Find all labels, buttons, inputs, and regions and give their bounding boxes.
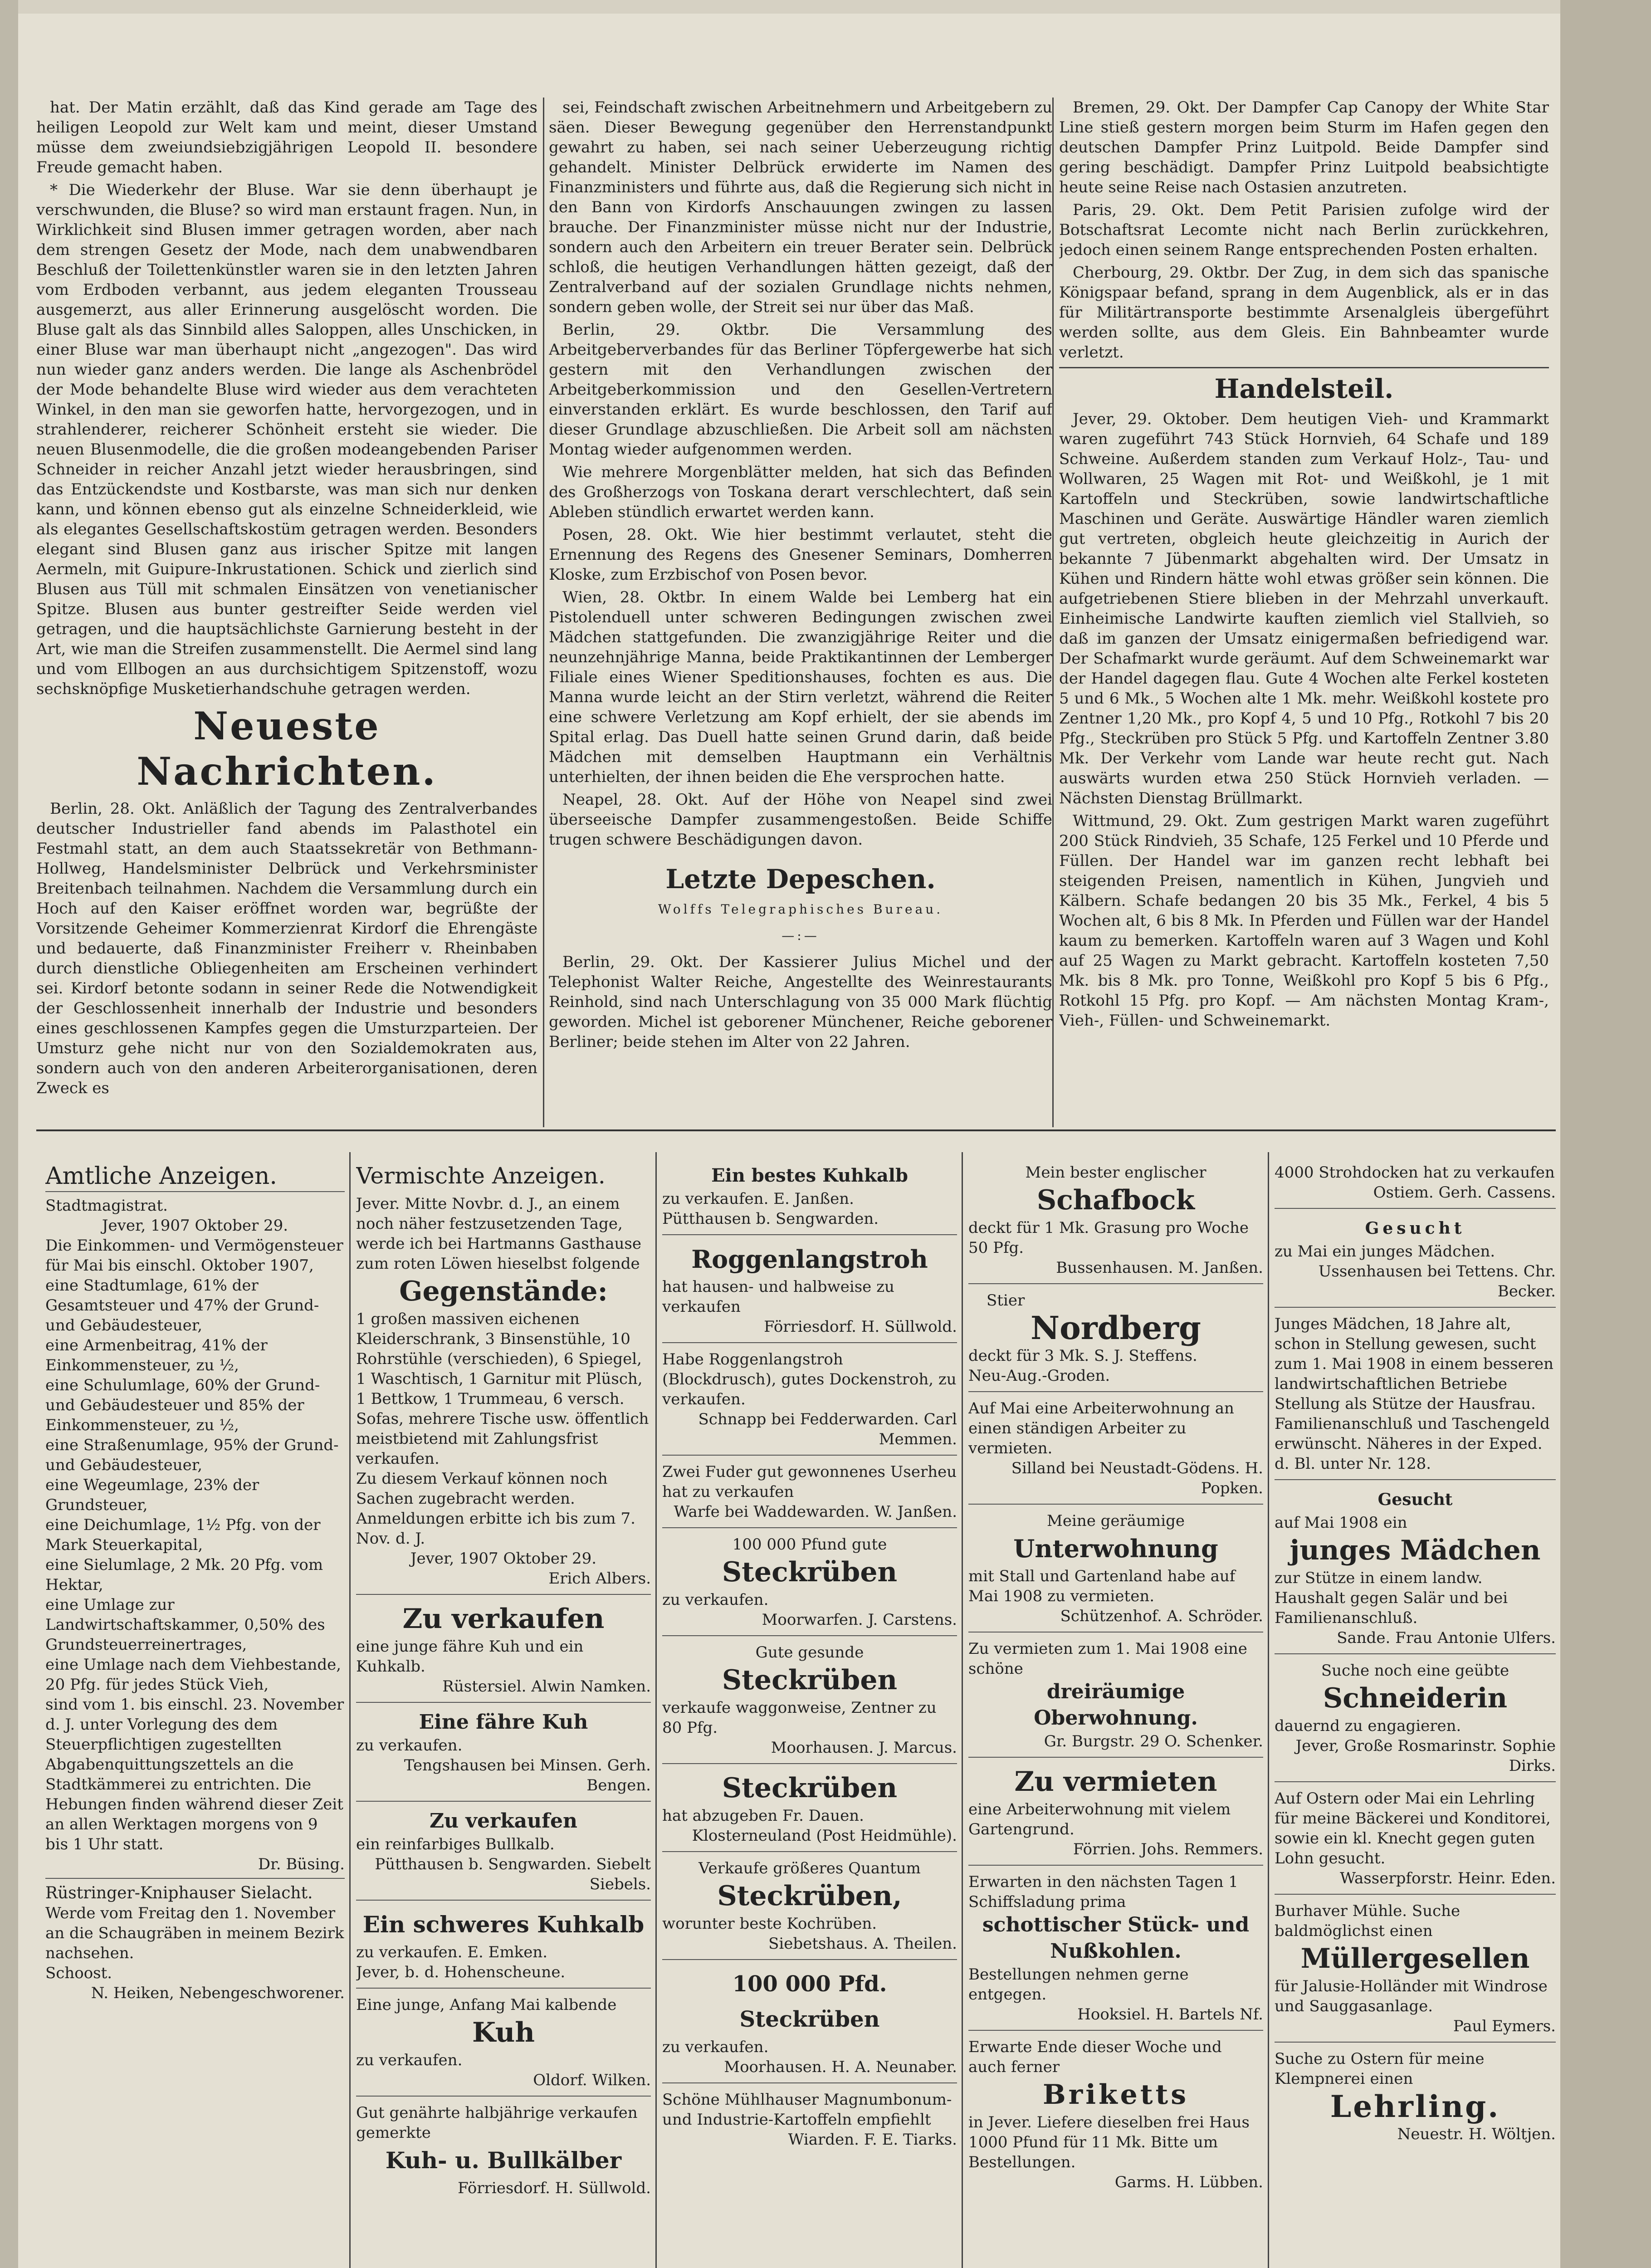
article-paris: Paris, 29. Okt. Dem Petit Parisien zufolge wird der Botschaftsrat Lecomte nicht nach Berlin zurückkehren, jedoch einen seinem Range entsprechenden Posten erhalten.: [1059, 201, 1549, 259]
ad-text: ein reinfarbiges Bullkalb.: [356, 1835, 555, 1853]
ad-lehrling-baeckerei: [1275, 1785, 1556, 1895]
ad-muellergesellen: [1275, 1897, 1556, 2043]
ad-headline: dreiräumige Oberwohnung.: [1034, 1680, 1198, 1730]
ad-item: eine Stadtumlage, 61% der Gesamtsteuer und 47% der Grund- und Gebäudesteuer,: [45, 1276, 319, 1334]
ad-text: Auf Mai eine Arbeiterwohnung an einen ständigen Arbeiter zu vermieten.: [968, 1399, 1234, 1457]
ad-signature: Jever, Große Rosmarinstr. Sophie Dirks.: [1295, 1737, 1556, 1775]
ad-briketts: [968, 2033, 1263, 2198]
ad-headline: Kuh: [472, 2017, 535, 2048]
subheading-wolff: Wolffs Telegraphisches Bureau.: [658, 902, 943, 917]
column-2: [549, 98, 1052, 1127]
ad-text: deckt für 3 Mk. S. J. Steffens.: [968, 1347, 1197, 1365]
ad-text: zu Mai ein junges Mädchen.: [1275, 1242, 1495, 1261]
ad-text: Eine junge, Anfang Mai kalbende: [356, 1996, 617, 2014]
ad-signature: Schützenhof. A. Schröder.: [1060, 1607, 1263, 1625]
ad-text: zu verkaufen.: [356, 2051, 463, 2069]
ad-text: Verkaufe größeres Quantum: [698, 1859, 921, 1877]
ad-signature: Förriesdorf. H. Süllwold.: [764, 1318, 957, 1336]
ad-userheu: [662, 1458, 957, 1528]
article-paragraph: sei, Feindschaft zwischen Arbeitnehmern und Arbeitgebern zu säen. Dieser Bewegung gegenüber den Herrenstandpunkt gewahrt zu haben, sei nach seiner Ueberzeugung richtig gehandelt. Minister Delbrück erwiderte im Namen des Finanzministers und führte aus, daß die Regierung sich nicht in den Bann von Kirdorfs Anschauungen zwingen zu lassen brauche. Der Finanzminister müsse nicht nur der Industrie, sondern auch den Arbeitern ein treuer Berater sein. Delbrück schloß, die heutigen Verhandlungen hätten gezeigt, daß der Zentralverband auf der sozialen Grundlage nichts nehmen, sondern geben wolle, der Streit sei nur über das Maß.: [549, 98, 1052, 316]
section-rule: [1059, 367, 1549, 368]
ad-headline: Gegenstände:: [399, 1276, 608, 1307]
market-wittmund: Wittmund, 29. Okt. Zum gestrigen Markt waren zugeführt 200 Stück Rindvieh, 35 Schafe, 125 Ferkel und 10 Pferde und Füllen. Der Handel war im ganzen recht lebhaft bei steigenden Preisen, namentlich in Kühen, Jungvieh und Kälbern. Schafe bedangen 20 bis 35 Mk., Ferkel, 4 bis 5 Wochen alt, 6 bis 8 Mk. In Pferden und Füllen war der Handel kaum zu bemerken. Kartoffeln waren auf 3 Wagen und Kohl auf 25 Wagen zu Markt gebracht. Kartoffeln kosteten 7,50 Mk. bis 8 Mk. pro Tonne, Weißkohl pro Kopf 5 bis 6 Pfg., Rotkohl 15 Pfg. pro Kopf. — Am nächsten Montag Kram-, Vieh-, Füllen- und Schweinemarkt.: [1059, 812, 1549, 1030]
ad-steckrueben-3: [662, 1767, 957, 1852]
ad-signature: Neuestr. H. Wöltjen.: [1397, 2125, 1556, 2143]
ad-kaelber: [356, 2099, 651, 2204]
ad-text: auf Mai 1908 ein: [1275, 1514, 1407, 1532]
ad-text: Burhaver Mühle. Suche baldmöglichst einen: [1275, 1902, 1460, 1940]
ads-divider: [36, 1129, 1556, 1131]
ad-signature: Schnapp bei Fedderwarden. Carl Memmen.: [698, 1410, 957, 1448]
heading-vermischte-anzeigen: Vermischte Anzeigen.: [356, 1163, 606, 1189]
article-bremen: Bremen, 29. Okt. Der Dampfer Cap Canopy der White Star Line stieß gestern morgen beim Sturm im Hafen gegen den deutschen Dampfer Prinz Luitpold. Beide Dampfer sind gering beschädigt. Dampfer Prinz Luitpold beabsichtigte heute seine Reise nach Ostasien anzutreten.: [1059, 98, 1549, 196]
ad-signature: Moorhausen. H. A. Neunaber.: [724, 2058, 957, 2076]
column-divider: [543, 98, 544, 1127]
ad-strohdocken: [1275, 1159, 1556, 1209]
ad-text: dauernd zu engagieren.: [1275, 1717, 1461, 1735]
ad-signature: Garms. H. Lübben.: [1114, 2173, 1263, 2191]
heading-sielacht: Rüstringer-Kniphauser Sielacht.: [45, 1884, 313, 1902]
ad-signature: Wiarden. F. E. Tiarks.: [788, 2131, 957, 2149]
ad-signature: Jever, b. d. Hohenscheune.: [356, 1963, 566, 1981]
heading-amtliche-anzeigen: Amtliche Anzeigen.: [45, 1161, 345, 1192]
ad-headline: Briketts: [1042, 2079, 1189, 2111]
divider-mark: —:—: [782, 928, 820, 943]
ad-headline: Gesucht: [1365, 1219, 1465, 1238]
ad-text: Junges Mädchen, 18 Jahre alt, schon in Stellung gewesen, sucht zum 1. Mai 1908 in einem besseren landwirtschaftlichen Betriebe Stellung als Stütze der Hausfrau. Familienanschluß und Taschengeld erwünscht. Näheres in der Exped. d. Bl. unter Nr. 128.: [1275, 1315, 1554, 1473]
ad-oberwohnung: [968, 1635, 1263, 1758]
ad-text: in Jever. Liefere dieselben frei Haus 1000 Pfund für 11 Mk. Bitte um Bestellungen.: [968, 2113, 1250, 2171]
ad-text: Werde vom Freitag den 1. November an die Schaugräben in meinem Bezirk nachsehen.: [45, 1904, 344, 1962]
ad-steckrueben-1: [662, 1531, 957, 1636]
ad-headline: Steckrüben: [722, 1664, 898, 1696]
ad-signature: Ussenhausen bei Tettens. Chr. Becker.: [1318, 1262, 1556, 1300]
ad-signature: Förriesdorf. H. Süllwold.: [458, 2179, 651, 2197]
ad-text: eine junge fähre Kuh und ein Kuhkalb.: [356, 1637, 584, 1676]
ad-steckrueben-5: [662, 1963, 957, 2083]
ad-text: zu verkaufen.: [662, 2038, 769, 2056]
ad-text: Auf Ostern oder Mai ein Lehrling für meine Bäckerei und Konditorei, sowie ein kl. Knecht gegen guten Lohn gesucht.: [1275, 1789, 1551, 1867]
page-gutter-right: [1560, 0, 1651, 2268]
market-jever: Jever, 29. Oktober. Dem heutigen Vieh- und Krammarkt waren zugeführt 743 Stück Hornvieh, 64 Schafe und 189 Schweine. Außerdem standen zum Verkauf Holz-, Tau- und Wollwaren, 25 Wagen mit Rot- und Weißkohl, je 1 mit Kartoffeln und Steckrüben, sowie landwirtschaftliche Maschinen und Geräte. Auswärtige Händler waren ziemlich gut vertreten, obgleich heute gleichzeitig in Aurich der bekannte 7 Jübenmarkt abgehalten wird. Der Umsatz in Kühen und Rindern hätte wohl etwas größer sein können. Die aufgetriebenen Stiere blieben in der Mehrzahl unverkauft. Einheimische Landwirte kauften ziemlich viel Stallvieh, so daß im ganzen der Umsatz einigermaßen befriedigend war. Der Schafmarkt wurde geräumt. Auf dem Schweinemarkt war der Handel dagegen flau. Gute 4 Wochen alte Ferkel kosteten 5 und 6 Mk., 5 Wochen alte 1 Mk. mehr. Weißkohl kostete pro Zentner 1,20 Mk., pro Kopf 4, 5 und 10 Pfg., Rotkohl 7 bis 20 Pfg., Steckrüben pro Stück 5 Pfg. und Kartoffeln Zentner 3.80 Mk. Der Verkehr vom Lande war heute recht gut. Nach auswärts wurden etwa 250 Stück Hornvieh verladen. — Nächsten Dienstag Brüllmarkt.: [1059, 410, 1549, 807]
article-toskana: Wie mehrere Morgenblätter melden, hat sich das Befinden des Großherzogs von Toskana derart verschlechtert, daß sein Ableben stündlich erwartet werden kann.: [549, 463, 1052, 521]
ad-nordberg: [968, 1287, 1263, 1392]
ad-text: Erwarte Ende dieser Woche und auch ferner: [968, 2038, 1222, 2076]
ad-roggenlangstroh: [662, 1238, 957, 1343]
ad-headline: Eine fähre Kuh: [419, 1711, 588, 1734]
ad-headline: junges Mädchen: [1290, 1535, 1541, 1566]
ad-text: Zu vermieten zum 1. Mai 1908 eine schöne: [968, 1640, 1247, 1678]
ad-item: eine Armenbeitrag, 41% der Einkommensteuer, zu ½,: [45, 1336, 268, 1374]
ad-item: eine Umlage zur Landwirtschaftskammer, 0,50% des Grundsteuerreinertrages,: [45, 1596, 325, 1654]
ad-headline: Nordberg: [1031, 1309, 1201, 1347]
ad-signature: Sande. Frau Antonie Ulfers.: [1337, 1629, 1556, 1647]
ad-zu-vermieten: [968, 1760, 1263, 1866]
ad-text: Schöne Mühlhauser Magnumbonum- und Industrie-Kartoffeln empfiehlt: [662, 2091, 952, 2129]
ad-text: Suche zu Ostern für meine Klempnerei einen: [1275, 2050, 1485, 2088]
ad-headline: schottischer Stück- und Nußkohlen.: [982, 1913, 1250, 1963]
ad-signature: Dr. Büsing.: [45, 1854, 345, 1879]
ad-signature: Tengshausen bei Minsen. Gerh. Bengen.: [404, 1756, 651, 1794]
ad-text: zu verkaufen.: [356, 1736, 463, 1755]
ad-schafbock: [968, 1159, 1263, 1284]
ad-headline: 100 000 Pfd. Steckrüben: [732, 1971, 887, 2032]
ad-signature: Moorhausen. J. Marcus.: [771, 1739, 957, 1757]
ad-kuhkalb: [356, 1903, 651, 1989]
ad-faehre-kuh: [356, 1706, 651, 1802]
ad-headline: Ein schweres Kuhkalb: [362, 1911, 645, 1938]
ad-item: sind vom 1. bis einschl. 23. November d. J. unter Vorlegung des dem Steuerpflichtigen zugestellten Abgabenquittungszettels an die Stadtkämmerei zu entrichten. Die Hebungen finden während dieser Zeit an allen Werktagen morgens von 9 bis 1 Uhr statt.: [45, 1696, 344, 1853]
ads-column-1: [45, 1161, 345, 2268]
ad-text: hat hausen- und halbweise zu verkaufen: [662, 1278, 894, 1316]
ad-text: Mein bester englischer: [1025, 1163, 1206, 1182]
ad-item: eine Sielumlage, 2 Mk. 20 Pfg. vom Hektar,: [45, 1556, 323, 1594]
ad-steckrueben-2: [662, 1639, 957, 1764]
article-neapel: Neapel, 28. Okt. Auf der Höhe von Neapel sind zwei überseeische Dampfer zusammengestoßen. Beide Schiffe trugen schwere Beschädigungen davon.: [549, 791, 1052, 849]
ad-signature: Oldorf. Wilken.: [533, 2071, 651, 2089]
article-berlin-toepfer: Berlin, 29. Oktbr. Die Versammlung des Arbeitgeberverbandes für das Berliner Töpfergewerbe hat sich gestern mit den Verhandlungen zwischen der Arbeitgeberkommission und den Gesellen-Vertretern einverstanden erklärt. Es wurde beschlossen, den Tarif auf dieser Grundlage abzuschließen. Die Arbeit soll am nächsten Montag wieder aufgenommen werden.: [549, 321, 1052, 459]
ad-signature: Ostiem. Gerh. Cassens.: [1373, 1183, 1556, 1202]
ad-headline: Roggenlangstroh: [691, 1245, 928, 1274]
ad-item: eine Wegeumlage, 23% der Grundsteuer,: [45, 1476, 259, 1514]
ad-text: Suche noch eine geübte: [1321, 1662, 1509, 1680]
ad-signature: Silland bei Neustadt-Gödens. H. Popken.: [1011, 1459, 1263, 1497]
ad-signature: Siebetshaus. A. Theilen.: [768, 1935, 957, 1953]
ad-text: verkaufe waggonweise, Zentner zu 80 Pfg.: [662, 1699, 937, 1737]
ad-text: zu verkaufen. E. Janßen.: [662, 1190, 854, 1208]
ad-headline: Schneiderin: [1323, 1682, 1508, 1714]
heading-letzte-depeschen: Letzte Depeschen.: [665, 864, 936, 894]
ad-text: Stier: [987, 1291, 1025, 1310]
ad-signature: Warfe bei Waddewarden. W. Janßen.: [674, 1503, 957, 1521]
column-divider: [1268, 1152, 1269, 2268]
ad-signature: Erich Albers.: [548, 1569, 651, 1588]
ads-column-2: [356, 1161, 651, 2268]
ad-signature: Bussenhausen. M. Janßen.: [1056, 1259, 1263, 1277]
ad-headline: Zu verkaufen: [402, 1603, 605, 1635]
ad-signature: Wasserpforstr. Heinr. Eden.: [1340, 1869, 1556, 1887]
ad-text: Habe Roggenlangstroh (Blockdrusch), gutes Dockenstroh, zu verkaufen.: [662, 1350, 957, 1408]
ad-signature: Pütthausen b. Sengwarden.: [662, 1210, 879, 1228]
ad-kohlen: [968, 1868, 1263, 2031]
ad-kartoffeln: [662, 2086, 957, 2155]
ad-signature: N. Heiken, Nebengeschworener.: [91, 1984, 345, 2002]
ad-schneiderin: [1275, 1657, 1556, 1782]
ad-signature: Hooksiel. H. Bartels Nf.: [1077, 2005, 1263, 2024]
ad-headline: Gesucht: [1377, 1490, 1453, 1509]
ad-kuh: [356, 1598, 651, 1703]
article-posen: Posen, 28. Okt. Wie hier bestimmt verlautet, steht die Ernennung des Regens des Gnesener Seminars, Domherren Kloske, zum Erzbischof von Posen bevor.: [549, 526, 1052, 584]
ad-text: für Jalusie-Holländer mit Windrose und Sauggasanlage.: [1275, 1977, 1548, 2015]
ad-item: eine Straßenumlage, 95% der Grund- und Gebäudesteuer,: [45, 1436, 339, 1474]
ads-column-3: [662, 1159, 957, 2268]
ad-item: eine Schulumlage, 60% der Grund- und Gebäudesteuer und 85% der Einkommensteuer, zu ½,: [45, 1376, 320, 1434]
heading-neueste-nachrichten: Neueste Nachrichten.: [137, 704, 437, 794]
ad-headline: Lehrling.: [1330, 2089, 1500, 2124]
ad-text: deckt für 1 Mk. Grasung pro Woche 50 Pfg.: [968, 1219, 1249, 1257]
ad-text: zu verkaufen. E. Emken.: [356, 1943, 548, 1961]
column-divider: [962, 1152, 963, 2268]
ad-headline: Kuh- u. Bullkälber: [385, 2147, 622, 2174]
ad-headline: Zu verkaufen: [429, 1809, 578, 1833]
ad-text: Zwei Fuder gut gewonnenes Userheu hat zu verkaufen: [662, 1463, 957, 1501]
ad-headline: Steckrüben: [722, 1556, 898, 1588]
ad-lehrling-klempnerei: [1275, 2045, 1556, 2150]
ad-text: zu verkaufen.: [662, 1591, 769, 1609]
ad-dockenstroh: [662, 1346, 957, 1456]
article-berlin-kassierer: Berlin, 29. Okt. Der Kassierer Julius Michel und der Telephonist Walter Reiche, Angestellte des Weinrestaurants Reinhold, sind nach Unterschlagung von 35 000 Mark flüchtig geworden. Michel ist geborener Münchener, Reiche geborener Berliner; beide stehen im Alter von 22 Jahren.: [549, 953, 1052, 1051]
column-divider: [349, 1152, 351, 2268]
ad-steckrueben-4: [662, 1855, 957, 1960]
ad-text: mit Stall und Gartenland habe auf Mai 1908 zu vermieten.: [968, 1567, 1236, 1605]
ad-signature: Klosterneuland (Post Heidmühle).: [692, 1827, 957, 1845]
ad-text: 1 großen massiven eichenen Kleiderschrank, 3 Binsenstühle, 10 Rohrstühle (verschieden), 6 Spiegel, 1 Waschtisch, 1 Garnitur mit Plüsch, 1 Bettkow, 1 Trummeau, 6 versch. Sofas, mehrere Tische usw. öffentlich meistbietend mit Zahlungsfrist verkaufen.: [356, 1310, 649, 1468]
ad-signature: Förrien. Johs. Remmers.: [1073, 1840, 1263, 1858]
ads-column-4: [968, 1159, 1263, 2268]
ad-text: Gut genährte halbjährige verkaufen gemerkte: [356, 2104, 638, 2142]
ad-text: 100 000 Pfund gute: [732, 1535, 887, 1554]
ad-signature: Gr. Burgstr. 29 O. Schenker.: [1044, 1732, 1263, 1750]
ad-text: Meine geräumige: [1047, 1512, 1185, 1530]
column-divider: [1052, 98, 1054, 1127]
heading-handelsteil: Handelsteil.: [1214, 373, 1394, 404]
ad-text: worunter beste Kochrüben.: [662, 1915, 877, 1933]
ad-text: Jever. Mitte Novbr. d. J., an einem noch näher festzusetzenden Tage, werde ich bei Hartmanns Gasthause zum roten Löwen hieselbst folgende: [356, 1195, 641, 1273]
ad-text: Zu diesem Verkauf können noch Sachen zugebracht werden. Anmeldungen erbitte ich bis zum 7. Nov. d. J.: [356, 1470, 635, 1548]
ad-text: Stadtmagistrat.: [45, 1197, 168, 1215]
ad-signature: Moorwarfen. J. Carstens.: [762, 1611, 957, 1629]
column-1: [36, 98, 537, 1118]
ad-headline: Ein bestes Kuhkalb: [711, 1165, 908, 1186]
ad-signature: Rüstersiel. Alwin Namken.: [442, 1677, 651, 1696]
ad-text: Bestellungen nehmen gerne entgegen.: [968, 1965, 1189, 2004]
ad-signature: Schoost.: [45, 1964, 112, 1982]
ad-gesucht-1: [1275, 1212, 1556, 1308]
ad-text: Gute gesunde: [755, 1643, 864, 1662]
ad-auction: [356, 1190, 651, 1595]
ad-text: 4000 Strohdocken hat zu verkaufen: [1275, 1163, 1555, 1182]
ad-headline: Unterwohnung: [1013, 1534, 1218, 1563]
article-bluse: * Die Wiederkehr der Bluse. War sie denn überhaupt je verschwunden, die Bluse? so wird man erstaunt fragen. Nun, in Wirklichkeit sind Blusen immer getragen worden, aber nach dem strengen Gesetz der Mode, nach dem unabwendbaren Beschluß der Toilettenkünstler waren sie in den letzten Jahren vom Erdboden verbannt, aus jedem eleganten Trousseau ausgemerzt, aus aller Erinnerung ausgelöscht worden. Die Bluse galt als das Sinnbild alles Saloppen, alles Unschicken, in einer Bluse war man überhaupt nicht „angezogen". Das wird nun wieder ganz anders werden. Die lange als Aschenbrödel der Mode behandelte Bluse wird wieder aus dem verachteten Winkel, in den man sie geworfen hatte, hervorgezogen, und in strahlenderer, reicherer Schönheit ersteht sie wieder. Die neuen Blusenmodelle, die die großen modeangebenden Pariser Schneider in reicher Anzahl jetzt wieder herausbringen, sind das Entzückendste und Kostbarste, was man sich nur denken kann, und können ebenso gut als einzelne Schneiderkleid, wie als elegantes Gesellschaftskostüm getragen werden. Besonders elegant sind Blusen ganz aus irischer Spitze mit langen Aermeln, mit Guipure-Inkrustationen. Schick und zierlich sind Blusen aus Tüll mit schmalen Einsätzen von venetianischer Spitze. Blusen aus bunter gestreifter Seide werden viel getragen, und die hauptsächlichste Garnierung besteht in der Art, wie man die Streifen zusammenstellt. Die Aermel sind lang und vom Ellbogen an aus durchsichtigem Spitzenstoff, wozu sechsknöpfige Musketierhandschuhe getragen werden.: [36, 181, 537, 698]
ad-unterwohnung: [968, 1507, 1263, 1633]
ad-headline: Steckrüben,: [717, 1880, 902, 1912]
column-3: [1059, 98, 1549, 1127]
ads-column-5: [1275, 1159, 1556, 2268]
ad-headline: Müllergesellen: [1300, 1943, 1530, 1975]
ad-text: hat abzugeben Fr. Dauen.: [662, 1807, 864, 1825]
column-divider: [655, 1152, 657, 2268]
article-berlin-festmahl: Berlin, 28. Okt. Anläßlich der Tagung des Zentralverbandes deutscher Industrieller fand abends im Palasthotel ein Festmahl statt, an dem auch Staatssekretär von Bethmann-Hollweg, Handelsminister Delbrück und Verkehrsminister Breitenbach teilnahmen. Nachdem die Versammlung durch ein Hoch auf den Kaiser eröffnet worden war, begrüßte der Vorsitzende Geheimer Kommerzienrat Kirdorf die Ehrengäste und bedauerte, daß Finanzminister Freiherr v. Rheinbaben durch dienstliche Obliegenheiten am Erscheinen verhindert sei. Kirdorf betonte sodann in seiner Rede die Notwendigkeit der Geschlossenheit innerhalb der Industrie und besonders eines geschlossenen Kampfes gegen die Umsturzparteien. Der Umsturz gehe nicht nur von den Sozialdemokraten aus, sondern auch von den anderen Arbeiterorganisationen, deren Zweck es: [36, 800, 537, 1097]
article-wien-duell: Wien, 28. Oktbr. In einem Walde bei Lemberg hat ein Pistolenduell unter schweren Bedingungen zwischen zwei Mädchen stattgefunden. Die zwanzigjährige Reiter und die neunzehnjährige Manna, beide Praktikantinnen der Lemberger Filiale eines Wiener Speditionshauses, fochten es aus. Die Manna wurde leicht an der Stirn verletzt, während die Reiter eine schwere Verletzung am Kopf erhielt, der sie abends im Spital erlag. Das Duell hatte seinen Grund darin, daß beide Mädchen mit demselben Hauptmann ein Verhältnis unterhielten, der ihnen beiden die Ehe versprochen hatte.: [549, 588, 1052, 786]
ad-headline: Steckrüben: [722, 1772, 898, 1804]
ad-text: zur Stütze in einem landw. Haushalt gegen Salär und bei Familienanschluß.: [1275, 1569, 1508, 1627]
ad-date: Jever, 1907 Oktober 29.: [410, 1549, 597, 1568]
ad-text: eine Arbeiterwohnung mit vielem Gartengrund.: [968, 1800, 1231, 1838]
article-paragraph: hat. Der Matin erzählt, daß das Kind gerade am Tage des heiligen Leopold zur Welt kam und meint, dieser Umstand müsse dem zweiundsiebzigjährigen Leopold II. besondere Freude gemacht haben.: [36, 98, 537, 176]
ad-signature: Pütthausen b. Sengwarden. Siebelt Siebels.: [375, 1855, 651, 1893]
ad-text: Erwarten in den nächsten Tagen 1 Schiffsladung prima: [968, 1873, 1238, 1911]
ad-item: eine Deichumlage, 1½ Pfg. von der Mark Steuerkapital,: [45, 1516, 321, 1554]
ad-headline: Zu vermieten: [1014, 1766, 1217, 1798]
ad-signature: Neu-Aug.-Groden.: [968, 1367, 1110, 1385]
page-gutter-left: [0, 0, 18, 2268]
ad-headline: Schafbock: [1036, 1184, 1195, 1216]
ad-date: Jever, 1907 Oktober 29.: [102, 1217, 288, 1235]
ad-gesucht-2: [1275, 1483, 1556, 1654]
ad-arbeiterwohnung: [968, 1395, 1263, 1505]
ad-signature: Paul Eymers.: [1453, 2017, 1556, 2035]
ad-junges-maedchen-1: [1275, 1310, 1556, 1480]
ad-bestes-kuhkalb: [662, 1159, 957, 1235]
ad-item: eine Umlage nach dem Viehbestande, 20 Pfg. für jedes Stück Vieh,: [45, 1656, 342, 1694]
ad-item: Die Einkommen- und Vermögensteuer für Mai bis einschl. Oktober 1907,: [45, 1237, 343, 1275]
ad-junge-kuh: [356, 1991, 651, 2097]
article-cherbourg: Cherbourg, 29. Oktbr. Der Zug, in dem sich das spanische Königspaar befand, sprang in dem Augenblick, als er in das für Militärtransporte bestimmte Arsenalgleis übergeführt werden sollte, aus dem Gleis. Ein Bahnbeamter wurde verletzt.: [1059, 264, 1549, 362]
ad-bullkalb: [356, 1804, 651, 1901]
